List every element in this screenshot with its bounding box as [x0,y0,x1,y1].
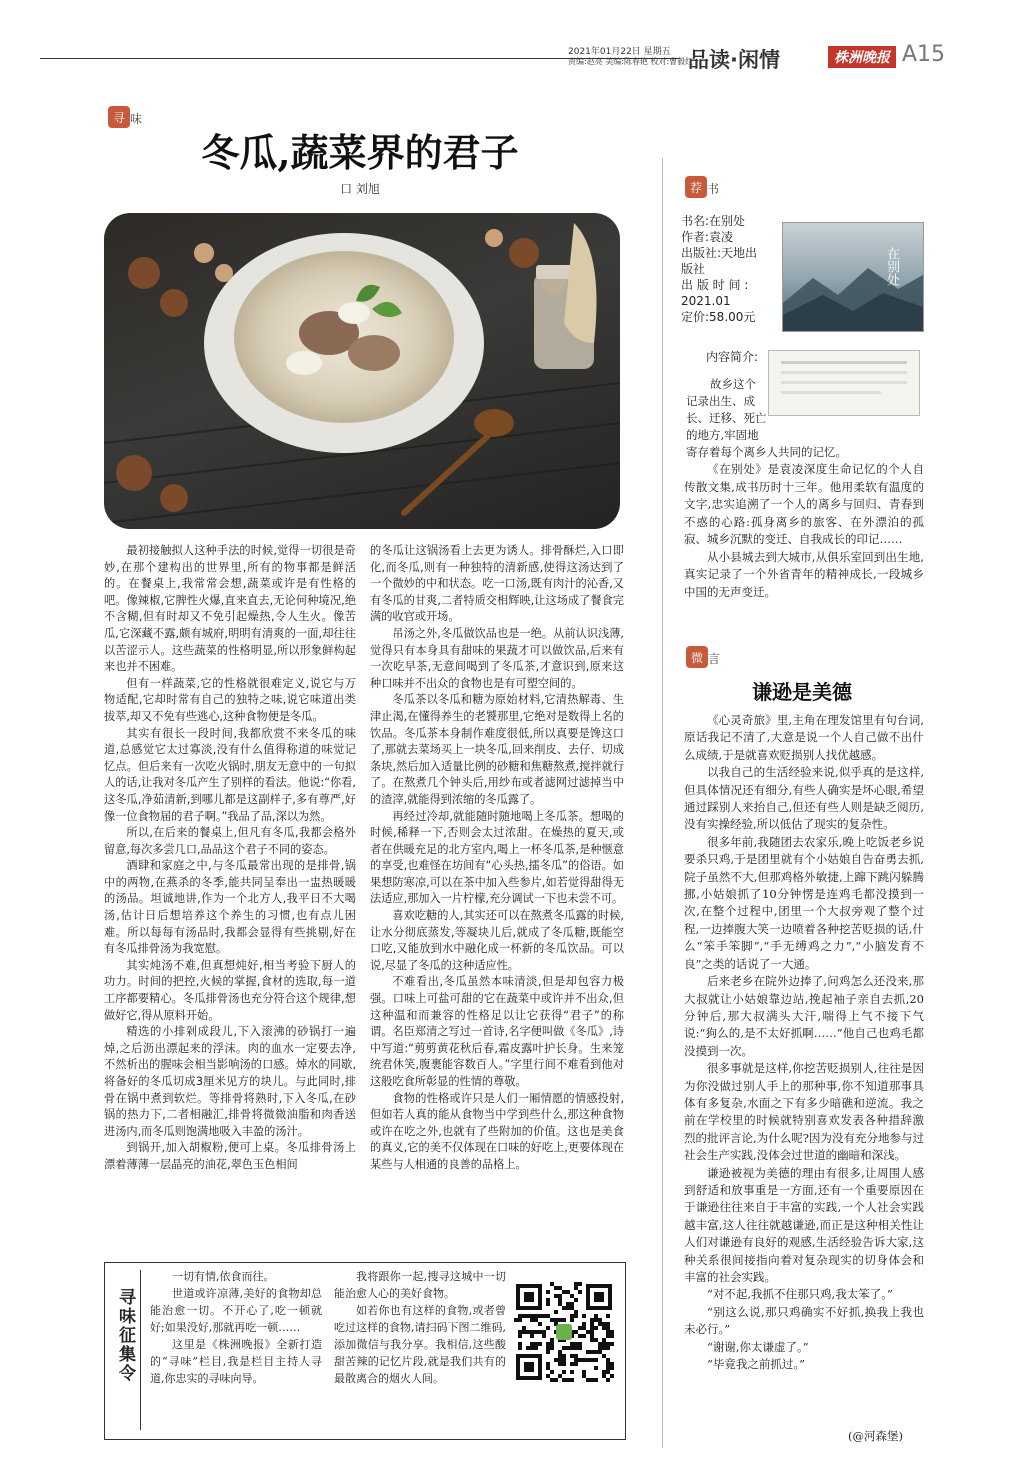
page-number: A15 [902,42,946,67]
paragraph: “别这么说,那只鸡确实不好抓,换我上我也未必行。” [684,1304,924,1337]
article-title: 冬瓜,蔬菜界的君子 [201,130,519,175]
paragraph: 《在别处》是袁凌深度生命记忆的个人自传散文集,成书历时十三年。他用柔软有温度的文字,忠实追溯了一个人的离乡与回归、青春到不惑的心路:孤身离乡的旅客、在外漂泊的孤寂、城乡沉默的变迁、自我成长的印记…… [684,462,924,546]
paragraph: 我将跟你一起,搜寻这城中一切能治愈人心的美好食物。 [334,1270,506,1300]
paragraph: 世道或许凉薄,美好的食物却总能治愈一切。不开心了,吃一顿就好;如果没好,那就再吃一顿…… [150,1287,322,1334]
recruitment-column-1 [150,1268,322,1387]
column-tag-suffix: 书 [707,182,720,196]
essay-signature: (@河森堡) [848,1429,903,1443]
paragraph: 到锅开,加入胡椒粉,便可上桌。冬瓜排骨汤上漂着薄薄一层晶亮的油花,翠色玉色相间 [104,1141,356,1171]
book-intro-label: 内容简介: [706,350,759,364]
paragraph: 所以,在后来的餐桌上,但凡有冬瓜,我都会格外留意,每次多尝几口,品品这个君子不同的姿态。 [104,826,356,856]
book-price-line: 定价:58.00元 [681,310,756,324]
paragraph: 这里是《株洲晚报》全新打造的“寻味”栏目,我是栏目主持人寻道,你忠实的寻味向导。 [150,1338,322,1385]
article-author: 口 刘旭 [340,182,380,196]
paragraph: 吊汤之外,冬瓜做饮品也是一绝。从前认识浅薄,觉得只有本身具有甜味的果蔬才可以做饮品,后来有一次吃早茶,无意间喝到了冬瓜茶,才意识到,原来这种口味并不出众的食物也是有可塑空间的。 [370,626,624,690]
paragraph: 后来老乡在院外边捧了,问鸡怎么还没来,那大叔就让小姑娘靠边站,挽起袖子亲自去抓,20分钟后,那大叔满头大汗,喘得上气不接下气说:“狗么的,是不太好抓啊……”他自己也鸡毛都没摸到一次。 [684,974,924,1058]
paragraph: 食物的性格或许只是人们一厢情愿的情感投射,但如若人真的能从食物当中学到些什么,那这种食物或许在吃之外,也就有了些附加的价值。这也是美食的真义,它的美不仅体现在口味的好吃上,更要体现在某些与人相通的良善的品格上。 [370,1091,624,1171]
paragraph: 酒肆和家庭之中,与冬瓜最常出现的是排骨,锅中的两物,在燕杀的冬季,能共同呈奉出一盅热暖暖的汤品。坦诚地讲,作为一个北方人,我平日不大喝汤,估计日后想培养这个养生的习惯,也有点儿困难。所以每每有汤品时,我都会显得有些挑剔,好在有冬瓜排骨汤为我宽慰。 [104,859,356,956]
header-date: 2021年01月22日 星期五 [568,47,671,57]
paragraph: 以我自己的生活经验来说,似乎真的是这样,但具体情况还有细分,有些人确实是坏心眼,希望通过踩别人来抬自己,但还有些人则是缺乏阅历,没有实操经验,所以低估了现实的复杂性。 [684,765,924,832]
winter-melon-soup-photo [104,213,620,529]
article-column-1 [104,543,356,1174]
paragraph: 不难看出,冬瓜虽然本味清淡,但是却包容力极强。口味上可盐可甜的它在蔬菜中或许并不出众,但这种温和而兼容的性格足以让它获得“君子”的称谓。名臣郑清之写过一首诗,名字便叫做《冬瓜》,诗中写道:“剪剪黄花秋后春,霜皮露叶护长身。生来笼统君休笑,腹裹能容数百人。”字里行间不难看到他对这般吃食所彰显的性情的尊敬。 [370,975,624,1088]
book-intro-line: 记录出生、成 [686,394,755,408]
paragraph: “谢谢,你太谦虚了。” [707,1339,809,1354]
paragraph: 其实炖汤不难,但真想炖好,相当考验下厨人的功力。时间的把控,火候的掌握,食材的选取,每一道工序都要精心。冬瓜排骨汤也充分符合这个规律,想做好它,得从原料开始。 [104,958,356,1022]
paragraph: 精选的小排剁成段儿,下入滚沸的砂锅打一遍焯,之后沥出漂起来的浮沫。肉的血水一定要去净,不然析出的腥味会相当影响汤的口感。焯水的同歇,将备好的冬瓜切成3厘米见方的块儿。与此同时,排骨在锅中煮到软烂。等排骨将熟时,下入冬瓜,在砂锅的热力下,二者相融汇,排骨将微微油脂和肉香送进汤内,而冬瓜则饱满地吸入丰盈的汤汁。 [104,1025,356,1138]
recruitment-label: 寻味征集令 [115,1288,135,1383]
article-column-2 [370,543,624,1174]
paragraph: 从小县城去到大城市,从俱乐室回到出生地,真实记录了一个外省青年的精神成长,一段城乡中国的无声变迁。 [684,549,924,599]
paragraph: 冬瓜茶以冬瓜和糖为原始材料,它清热解毒、生津止渴,在懂得养生的老饕那里,它绝对是数得上名的饮品。冬瓜茶本身制作难度很低,所以真要是馋这口了,那就去菜场买上一块冬瓜,回来削皮、去仔、切成条块,然后加入适量比例的砂糖和焦糖熬煮,搅拌就行了。在熬煮几个钟头后,用纱布或者滤网过滤掉当中的渣滓,就能得到浓缩的冬瓜露了。 [370,693,624,806]
book-intro-line: 故乡这个 [710,377,756,391]
book-intro-body [684,461,924,601]
column-tag-weiyan: 微 [686,646,708,668]
paragraph: 其实有很长一段时间,我都欣赏不来冬瓜的味道,总感觉它太过寡淡,没有什么值得称道的味觉记忆点。但后来有一次吃火锅时,朋友无意中的一句拟人的话,让我对冬瓜产生了别样的看法。他说:“你看,这冬瓜,净茹清新,到哪儿都是这副样子,多有尊严,好像一位食物届的君子啊。”我品了品,深以为然。 [104,726,356,823]
book-publisher-line: 出版社:天地出 [681,246,758,260]
column-tag-suffix: 言 [708,652,721,666]
section-title: 品读·闲情 [688,48,780,72]
paragraph: 如若你也有这样的食物,或者曾吃过这样的食物,请扫码下图二维码,添加微信与我分享。我相信,这些酸甜苦辣的记忆片段,就是我们共有的最散离合的烟火人间。 [334,1304,506,1385]
column-tag-xunwei: 寻 [108,106,130,128]
essay-title: 谦逊是美德 [752,680,852,704]
book-intro-lines [686,376,926,461]
newspaper-logo: 株洲晚报 [828,46,896,68]
paragraph: 很多年前,我随团去农家乐,晚上吃饭老乡说要杀只鸡,于是团里就有个小姑娘自告奋勇去抓,院子虽然不大,但那鸡格外敏捷,上蹿下跳闪躲腾挪,小姑娘抓了10分钟愣是连鸡毛都没摸到一次,在整个过程中,团里一个大叔旁观了整个过程,一边捧腹大笑一边喷着各种挖苦贬损的话,什么“笨手笨脚”,“手无缚鸡之力”,“小脑发育不良”之类的话说了一大通。 [684,834,924,971]
paragraph: 再经过冷却,就能随时随地喝上冬瓜茶。想喝的时候,稀释一下,否则会太过浓甜。在燥热的夏天,或者在供暖充足的北方室内,喝上一杯冬瓜茶,是种惬意的享受,也难怪在坊间有“心头热,擂冬瓜”的俗语。如果想防寒凉,可以在茶中加入些参片,如若觉得甜得无法适应,那加入一片柠檬,充分调试一下也未尝不可。 [370,809,624,906]
book-intro-line: 的地方,牢固地 [686,428,759,442]
column-tag-suffix: 味 [130,112,143,126]
header-editors: 责编:赵亮 美编:陈春艳 校对:曹毅红 [568,57,694,66]
book-intro-line: 长、迁移、死亡 [686,411,767,425]
recruitment-column-2 [334,1268,506,1387]
book-title-line: 书名:在别处 [681,214,746,228]
essay-body [684,712,924,1373]
book-date-value: 2021.01 [681,294,731,308]
paragraph: 《心灵奇旅》里,主角在理发馆里有句台词,原话我记不清了,大意是说一个人自己做不出什么成绩,于是就喜欢贬损别人找优越感。 [684,713,924,762]
paragraph: “对不起,我抓不住那只鸡,我太笨了。” [707,1287,893,1302]
paragraph: “毕竟我之前抓过。” [707,1357,806,1372]
paragraph: 但有一样蔬菜,它的性格就很难定义,说它与万物适配,它却时常有自己的独特之味,说它味道出类拔萃,却又不免有些逃心,这种食物便是冬瓜。 [104,676,356,723]
paragraph: 最初接触拟人这种手法的时候,觉得一切很是奇妙,在那个建构出的世界里,所有的物事都是鲜活的。在餐桌上,我常常会想,蔬菜或许是有性格的吧。像辣椒,它脾性火爆,直来直去,无论何种境况,绝不含糊,但有时却又不免引起燥热,令人生火。像苦瓜,它深藏不露,颇有城府,明明有清爽的一面,却往往以苦涩示人。这些蔬菜的性格明显,所以形象鲜构起来也并不困难。 [104,544,356,674]
book-intro-line: 寄存着每个离乡人共同的记忆。 [686,445,847,459]
paragraph: 很多事就是这样,你挖苦贬损别人,往往是因为你没做过别人手上的那种事,你不知道那事具体有多复杂,水面之下有多少暗礁和逆流。我之前在学校里的时候就特别喜欢发表各种措辞激烈的批评言论,为什么呢?因为没有充分地参与过社会生产实践,没体会过世道的幽暗和深浅。 [684,1061,924,1163]
book-cover-front [782,222,924,332]
book-author-line: 作者:袁凌 [681,230,734,244]
book-publisher-line-2: 版社 [681,262,706,276]
paragraph: 喜欢吃糖的人,其实还可以在熬煮冬瓜露的时候,让水分彻底蒸发,等凝块儿后,就成了冬瓜糖,既能空口吃,又能放到水中融化成一杯新的冬瓜饮品。可以说,尽显了冬瓜的这种适应性。 [370,909,624,972]
qr-code [514,1282,614,1382]
column-tag-jianshu: 荐 [685,176,707,198]
paragraph: 谦逊被视为美德的理由有很多,让周围人感到舒适和放事重是一方面,还有一个重要原因在于谦逊往往来自于丰富的实践,一个人社会实践越丰富,这人往往就越谦逊,而正是这种相关性让人们对谦逊有良好的观感,生活经验告诉大家,这种关系很间接指向着对复杂现实的切身体会和丰富的社会实践。 [684,1165,924,1284]
paragraph: 的冬瓜让这锅汤看上去更为诱人。排骨酥烂,入口即化,而冬瓜,则有一种独特的清新感,使得这汤达到了一个微妙的中和状态。吃一口汤,既有肉汁的沁香,又有冬瓜的甘爽,二者特质交相辉映,让这场成了餐食完满的收官或开场。 [370,544,624,624]
book-date-line: 出 版 时 间 : [681,278,749,292]
paragraph: 一切有情,依食而往。 [172,1270,275,1283]
book-cover-title: 在别处 [884,247,899,286]
